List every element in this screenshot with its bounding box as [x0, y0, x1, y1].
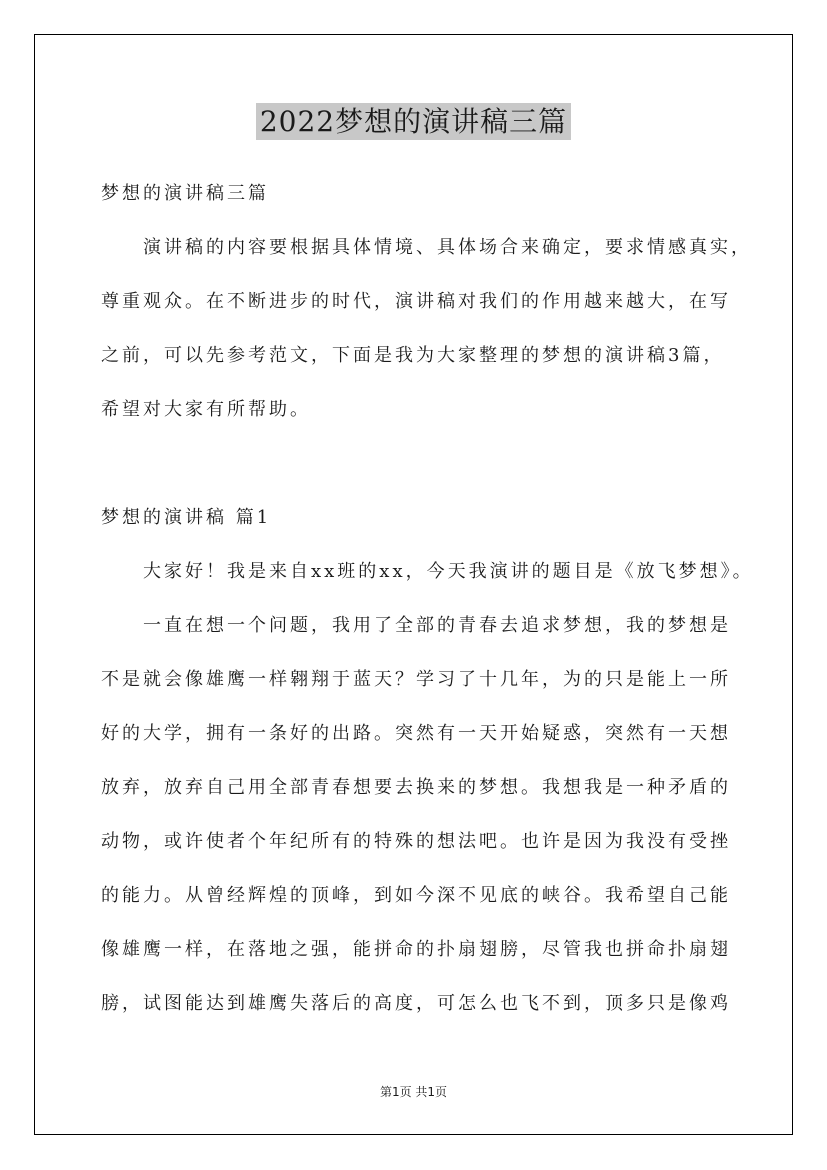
page-footer: 第1页 共1页 [379, 1085, 448, 1099]
intro-line: 尊重观众。在不断进步的时代，演讲稿对我们的作用越来越大，在写 [101, 291, 731, 312]
intro-line: 之前，可以先参考范文，下面是我为大家整理的梦想的演讲稿3篇， [101, 345, 725, 366]
body-line: 膀，试图能达到雄鹰失落后的高度，可怎么也飞不到，顶多只是像鸡 [101, 993, 731, 1014]
body-line: 好的大学，拥有一条好的出路。突然有一天开始疑惑，突然有一天想 [101, 723, 731, 744]
subtitle: 梦想的演讲稿三篇 [101, 183, 269, 204]
section-heading: 梦想的演讲稿 篇1 [101, 507, 272, 528]
body-line: 不是就会像雄鹰一样翱翔于蓝天？学习了十几年，为的只是能上一所 [101, 669, 731, 690]
body-line: 一直在想一个问题，我用了全部的青春去追求梦想，我的梦想是 [143, 615, 731, 636]
document-title-wrap [0, 100, 827, 140]
body-line: 动物，或许使者个年纪所有的特殊的想法吧。也许是因为我没有受挫 [101, 831, 731, 852]
body-line: 像雄鹰一样，在落地之强，能拼命的扑扇翅膀，尽管我也拼命扑扇翅 [101, 939, 731, 960]
greeting-line: 大家好！我是来自xx班的xx，今天我演讲的题目是《放飞梦想》。 [143, 561, 754, 582]
body-line: 放弃，放弃自己用全部青春想要去换来的梦想。我想我是一种矛盾的 [101, 777, 731, 798]
document-title: 2022梦想的演讲稿三篇 [256, 103, 571, 140]
body-line: 的能力。从曾经辉煌的顶峰，到如今深不见底的峡谷。我希望自己能 [101, 885, 731, 906]
intro-line: 希望对大家有所帮助。 [101, 399, 311, 420]
intro-line: 演讲稿的内容要根据具体情境、具体场合来确定，要求情感真实， [143, 237, 752, 258]
